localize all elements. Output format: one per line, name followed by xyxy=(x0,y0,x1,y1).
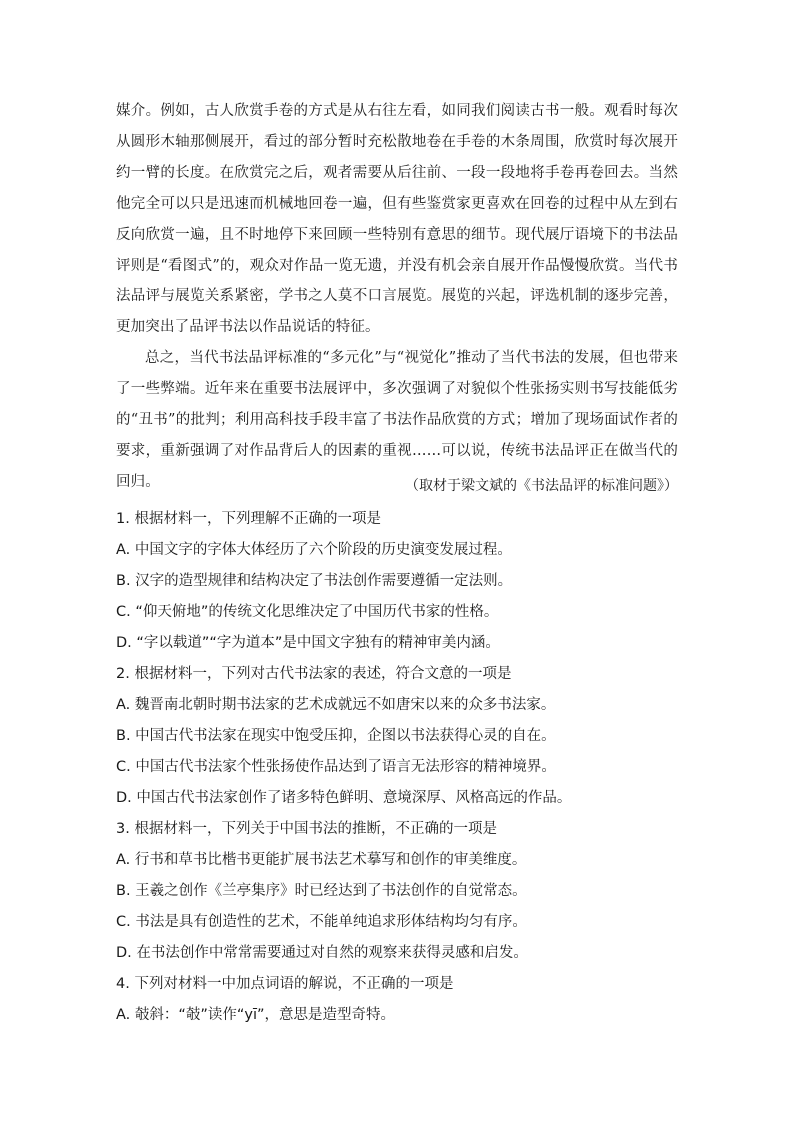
question-2-stem: 2. 根据材料一，下列对古代书法家的表述，符合文意的一项是 xyxy=(116,666,512,682)
question-3-option-a: A. 行书和草书比楷书更能扩展书法艺术摹写和创作的审美维度。 xyxy=(116,852,527,868)
passage-paragraph-1: 媒介。例如，古人欣赏手卷的方式是从右往左看，如同我们阅读古书一般。观看时每次从圆形木轴那侧展开，看过的部分暂时充松散地卷在手卷的木条周围，欣赏时每次展开约一臂的长度。在欣赏完之后，观者需要从后往前、一段一段地将手卷再卷回去。当然他完全可以只是迅速而机械地回卷一遍，但有些鉴赏家更喜欢在回卷的过程中从左到右反向欣赏一遍，且不时地停下来回顾一些特别有意思的细节。现代展厅语境下的书法品评则是“看图式”的，观众对作品一览无遗，并没有机会亲自展开作品慢慢欣赏。当代书法品评与展览关系紧密，学书之人莫不口言展览。展览的兴起，评选机制的逐步完善，更加突出了品评书法以作品说话的特征。 xyxy=(116,103,678,336)
question-3-stem: 3. 根据材料一，下列关于中国书法的推断，不正确的一项是 xyxy=(116,821,497,837)
question-3-option-b: B. 王羲之创作《兰亭集序》时已经达到了书法创作的自觉常态。 xyxy=(116,883,527,899)
passage-paragraph-2: 总之，当代书法品评标准的“多元化”与“视觉化”推动了当代书法的发展，但也带来了一些弊端。近年来在重要书法展评中，多次强调了对貌似个性张扬实则书写技能低劣的“丑书”的批判；利用高科技手段丰富了书法作品欣赏的方式；增加了现场面试作者的要求，重新强调了对作品背后人的因素的重视……可以说，传统书法品评正在做当代的回归。 xyxy=(116,350,678,490)
question-1-option-d: D. “字以载道”“字为道本”是中国文字独有的精神审美内涵。 xyxy=(116,635,500,651)
question-4-stem: 4. 下列对材料一中加点词语的解说，不正确的一项是 xyxy=(116,976,454,992)
question-3-option-d: D. 在书法创作中常常需要通过对自然的观察来获得灵感和启发。 xyxy=(116,945,528,961)
question-1-option-a: A. 中国文字的字体大体经历了六个阶段的历史演变发展过程。 xyxy=(116,542,512,558)
question-2-option-c: C. 中国古代书法家个性张扬使作品达到了语言无法形容的精神境界。 xyxy=(116,759,556,775)
question-2-option-a: A. 魏晋南北朝时期书法家的艺术成就远不如唐宋以来的众多书法家。 xyxy=(116,697,556,713)
question-1-option-b: B. 汉字的造型规律和结构决定了书法创作需要遵循一定法则。 xyxy=(116,573,513,589)
question-1-stem: 1. 根据材料一，下列理解不正确的一项是 xyxy=(116,511,381,527)
reading-passage xyxy=(116,96,678,498)
question-list xyxy=(116,505,716,1032)
passage-source-citation: （取材于梁文斌的《书法品评的标准问题》） xyxy=(405,478,678,494)
question-2-option-b: B. 中国古代书法家在现实中饱受压抑，企图以书法获得心灵的自在。 xyxy=(116,728,556,744)
question-2-option-d: D. 中国古代书法家创作了诸多特色鲜明、意境深厚、风格高远的作品。 xyxy=(116,790,572,806)
question-4-option-a: A. 攲斜：“攲”读作“yī”，意思是造型奇特。 xyxy=(116,1007,396,1023)
question-3-option-c: C. 书法是具有创造性的艺术，不能单纯追求形体结构均匀有序。 xyxy=(116,914,527,930)
question-1-option-c: C. “仰天俯地”的传统文化思维决定了中国历代书家的性格。 xyxy=(116,604,499,620)
